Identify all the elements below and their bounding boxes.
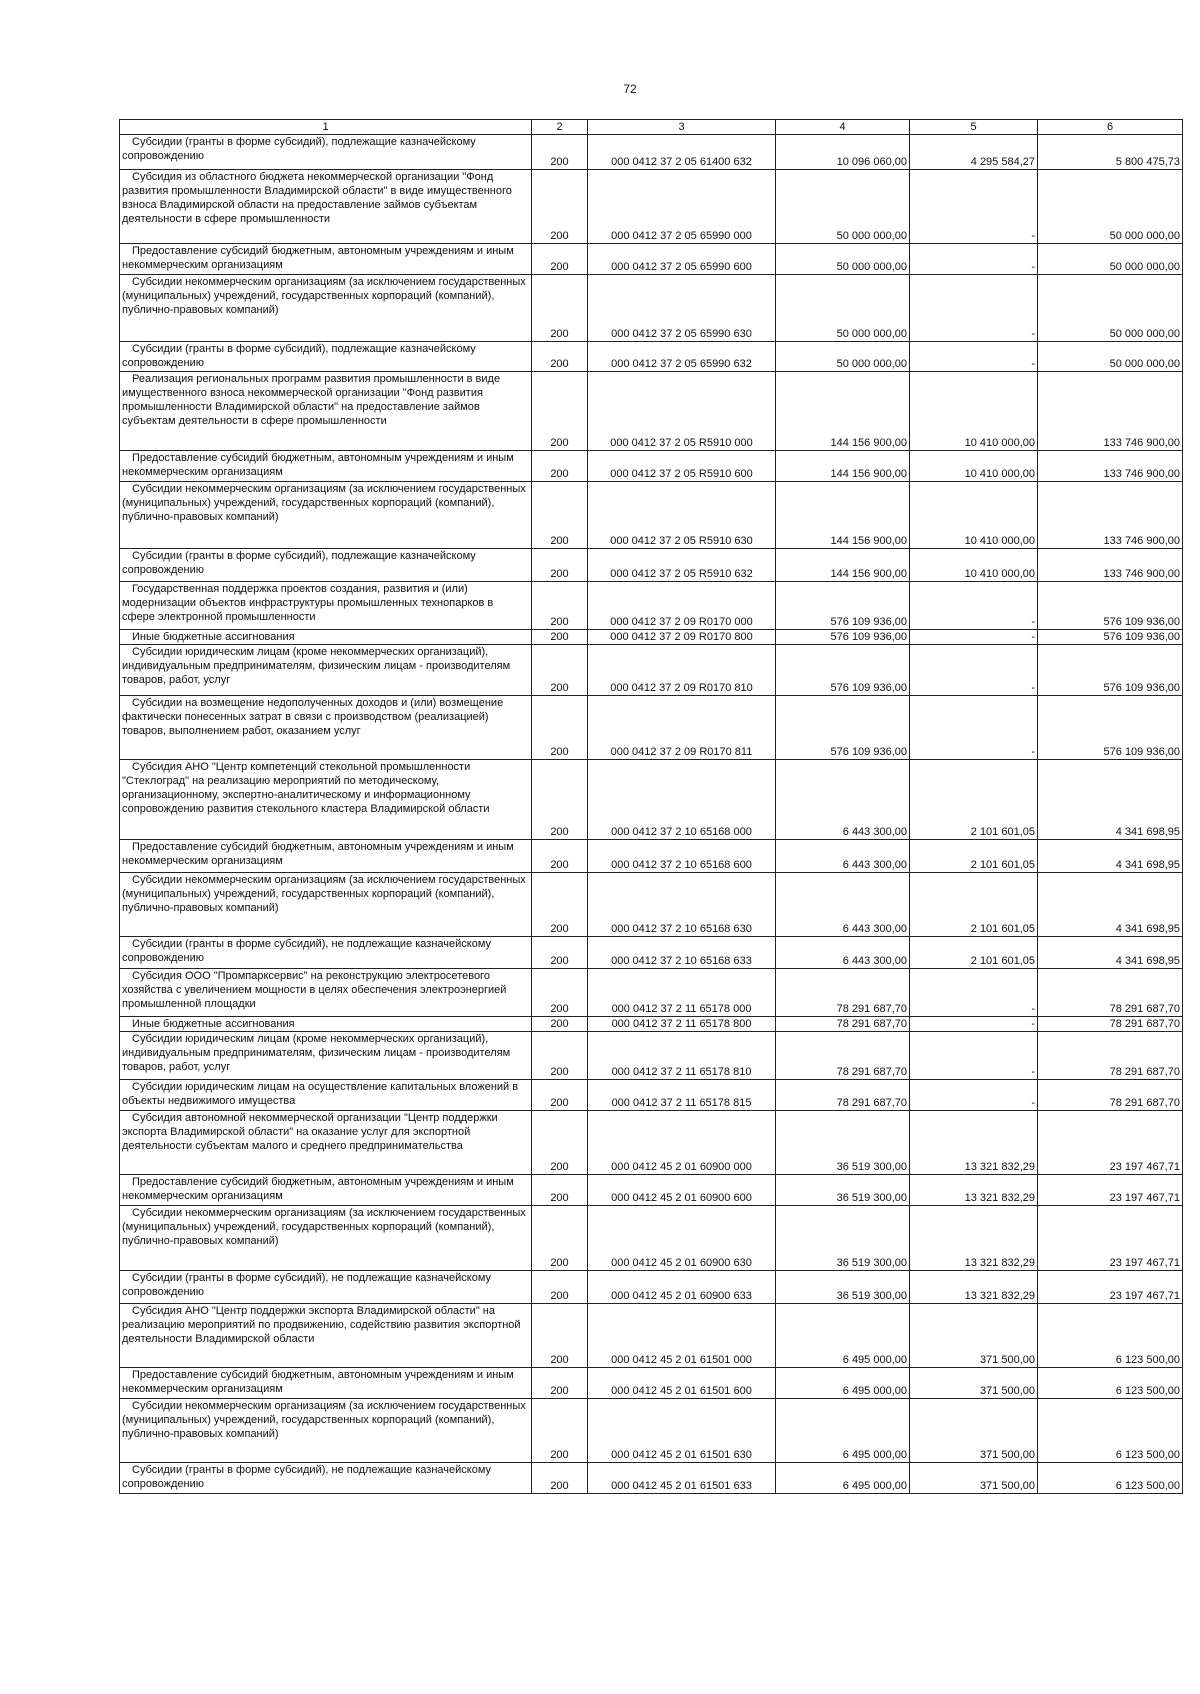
table-row bbox=[120, 451, 1183, 482]
header-col-3: 3 bbox=[588, 120, 776, 135]
row-executed: - bbox=[910, 275, 1038, 342]
table-row bbox=[120, 760, 1183, 840]
row-name bbox=[120, 760, 532, 840]
row-name-text: Субсидии некоммерческим организациям (за исключением государственных (муниципальных) учреждений, государственных корпораций (компаний), публично-правовых компаний) bbox=[122, 1400, 526, 1440]
row-executed: 2 101 601,05 bbox=[910, 840, 1038, 873]
table-row bbox=[120, 549, 1183, 582]
row-name-text: Субсидии (гранты в форме субсидий), подлежащие казначейскому сопровождению bbox=[122, 136, 476, 162]
row-kbk: 000 0412 37 2 09 R0170 800 bbox=[588, 630, 776, 645]
row-plan: 50 000 000,00 bbox=[776, 342, 910, 372]
row-name bbox=[120, 275, 532, 342]
row-name-text: Субсидии некоммерческим организациям (за исключением государственных (муниципальных) учреждений, государственных корпораций (компаний), публично-правовых компаний) bbox=[122, 1207, 526, 1247]
row-code: 200 bbox=[532, 1080, 588, 1111]
row-code: 200 bbox=[532, 451, 588, 482]
row-name bbox=[120, 135, 532, 170]
row-remaining: 78 291 687,70 bbox=[1038, 969, 1183, 1017]
table-row bbox=[120, 873, 1183, 937]
row-plan: 50 000 000,00 bbox=[776, 275, 910, 342]
row-code: 200 bbox=[532, 1032, 588, 1080]
row-name-text: Субсидия из областного бюджета некоммерческой организации "Фонд развития промышленности Владимирской области" в виде имущественного взноса Владимирской области на предоставление займов субъектам деятельности в сфере промышленности bbox=[122, 171, 512, 225]
table-body bbox=[120, 135, 1183, 1494]
row-executed: 10 410 000,00 bbox=[910, 451, 1038, 482]
row-kbk: 000 0412 37 2 05 R5910 000 bbox=[588, 372, 776, 451]
row-kbk: 000 0412 37 2 11 65178 800 bbox=[588, 1017, 776, 1032]
row-plan: 36 519 300,00 bbox=[776, 1271, 910, 1304]
row-remaining: 23 197 467,71 bbox=[1038, 1206, 1183, 1271]
row-remaining: 4 341 698,95 bbox=[1038, 760, 1183, 840]
header-col-2: 2 bbox=[532, 120, 588, 135]
table-row bbox=[120, 244, 1183, 275]
row-name-text: Субсидии юридическим лицам (кроме некоммерческих организаций), индивидуальным предпринимателям, физическим лицам - производителям товаров, работ, услуг bbox=[122, 646, 511, 686]
row-remaining: 133 746 900,00 bbox=[1038, 372, 1183, 451]
row-name-text: Субсидия АНО "Центр поддержки экспорта Владимирской области" на реализацию мероприятий по продвижению, содействию развития экспортной деятельности Владимирской области bbox=[122, 1305, 521, 1345]
row-name-text: Предоставление субсидий бюджетным, автономным учреждениям и иным некоммерческим организациям bbox=[122, 452, 514, 478]
row-kbk: 000 0412 45 2 01 61501 000 bbox=[588, 1304, 776, 1368]
row-kbk: 000 0412 37 2 05 R5910 600 bbox=[588, 451, 776, 482]
row-code: 200 bbox=[532, 937, 588, 969]
row-executed: 371 500,00 bbox=[910, 1399, 1038, 1463]
row-plan: 576 109 936,00 bbox=[776, 630, 910, 645]
row-name bbox=[120, 1463, 532, 1494]
table-row bbox=[120, 582, 1183, 630]
row-remaining: 78 291 687,70 bbox=[1038, 1017, 1183, 1032]
row-remaining: 133 746 900,00 bbox=[1038, 482, 1183, 549]
table-row bbox=[120, 342, 1183, 372]
row-executed: 10 410 000,00 bbox=[910, 372, 1038, 451]
row-kbk: 000 0412 37 2 10 65168 600 bbox=[588, 840, 776, 873]
row-name bbox=[120, 1175, 532, 1206]
row-kbk: 000 0412 37 2 05 R5910 632 bbox=[588, 549, 776, 582]
row-name-text: Субсидия автономной некоммерческой организации "Центр поддержки экспорта Владимирской области" на оказание услуг для экспортной деятельности субъектам малого и среднего предпринимательства bbox=[122, 1112, 498, 1152]
row-kbk: 000 0412 45 2 01 61501 630 bbox=[588, 1399, 776, 1463]
row-plan: 6 443 300,00 bbox=[776, 873, 910, 937]
row-executed: - bbox=[910, 1017, 1038, 1032]
row-kbk: 000 0412 37 2 09 R0170 811 bbox=[588, 696, 776, 760]
row-code: 200 bbox=[532, 170, 588, 244]
row-name-text: Предоставление субсидий бюджетным, автономным учреждениям и иным некоммерческим организациям bbox=[122, 245, 514, 271]
row-name bbox=[120, 937, 532, 969]
row-executed: - bbox=[910, 582, 1038, 630]
row-remaining: 4 341 698,95 bbox=[1038, 937, 1183, 969]
row-code: 200 bbox=[532, 969, 588, 1017]
table-row bbox=[120, 1304, 1183, 1368]
table-row bbox=[120, 372, 1183, 451]
row-name-text: Предоставление субсидий бюджетным, автономным учреждениям и иным некоммерческим организациям bbox=[122, 841, 514, 867]
page-number: 72 bbox=[623, 82, 637, 96]
row-plan: 144 156 900,00 bbox=[776, 372, 910, 451]
row-name-text: Государственная поддержка проектов создания, развития и (или) модернизации объектов инфраструктуры промышленных технопарков в сфере электронной промышленности bbox=[122, 583, 494, 623]
row-plan: 6 495 000,00 bbox=[776, 1399, 910, 1463]
header-col-4: 4 bbox=[776, 120, 910, 135]
row-executed: - bbox=[910, 696, 1038, 760]
row-executed: - bbox=[910, 170, 1038, 244]
row-plan: 6 443 300,00 bbox=[776, 760, 910, 840]
row-code: 200 bbox=[532, 873, 588, 937]
row-name bbox=[120, 451, 532, 482]
row-plan: 576 109 936,00 bbox=[776, 645, 910, 696]
row-name-text: Субсидии юридическим лицам на осуществление капитальных вложений в объекты недвижимого имущества bbox=[122, 1081, 519, 1107]
row-name bbox=[120, 1032, 532, 1080]
row-plan: 6 443 300,00 bbox=[776, 937, 910, 969]
table-row bbox=[120, 1463, 1183, 1494]
row-plan: 576 109 936,00 bbox=[776, 696, 910, 760]
row-executed: 2 101 601,05 bbox=[910, 873, 1038, 937]
row-plan: 6 495 000,00 bbox=[776, 1304, 910, 1368]
row-remaining: 5 800 475,73 bbox=[1038, 135, 1183, 170]
row-plan: 78 291 687,70 bbox=[776, 1017, 910, 1032]
row-kbk: 000 0412 37 2 05 65990 600 bbox=[588, 244, 776, 275]
row-kbk: 000 0412 37 2 11 65178 000 bbox=[588, 969, 776, 1017]
row-plan: 36 519 300,00 bbox=[776, 1206, 910, 1271]
row-remaining: 576 109 936,00 bbox=[1038, 582, 1183, 630]
row-name bbox=[120, 1017, 532, 1032]
row-name bbox=[120, 840, 532, 873]
table-row bbox=[120, 1271, 1183, 1304]
row-plan: 50 000 000,00 bbox=[776, 244, 910, 275]
row-plan: 10 096 060,00 bbox=[776, 135, 910, 170]
row-executed: 10 410 000,00 bbox=[910, 482, 1038, 549]
row-plan: 50 000 000,00 bbox=[776, 170, 910, 244]
row-executed: - bbox=[910, 969, 1038, 1017]
row-plan: 6 495 000,00 bbox=[776, 1368, 910, 1399]
row-code: 200 bbox=[532, 1206, 588, 1271]
table-row bbox=[120, 969, 1183, 1017]
table-row bbox=[120, 1368, 1183, 1399]
header-col-6: 6 bbox=[1038, 120, 1183, 135]
row-plan: 36 519 300,00 bbox=[776, 1111, 910, 1175]
row-name-text: Реализация региональных программ развития промышленности в виде имущественного взноса некоммерческой организации "Фонд развития промышленности Владимирской области" на предоставление займов субъектам деятельности в сфере промышленности bbox=[122, 373, 501, 427]
row-code: 200 bbox=[532, 1271, 588, 1304]
row-name-text: Субсидия ООО "Промпарксервис" на реконструкцию электросетевого хозяйства с увеличением мощности в целях обеспечения электроэнергией промышленной площадки bbox=[122, 970, 507, 1010]
row-kbk: 000 0412 37 2 05 65990 632 bbox=[588, 342, 776, 372]
header-row bbox=[120, 120, 1183, 135]
row-kbk: 000 0412 37 2 09 R0170 810 bbox=[588, 645, 776, 696]
row-remaining: 23 197 467,71 bbox=[1038, 1175, 1183, 1206]
row-executed: 371 500,00 bbox=[910, 1368, 1038, 1399]
row-remaining: 4 341 698,95 bbox=[1038, 840, 1183, 873]
row-executed: 10 410 000,00 bbox=[910, 549, 1038, 582]
row-kbk: 000 0412 45 2 01 60900 600 bbox=[588, 1175, 776, 1206]
row-code: 200 bbox=[532, 1111, 588, 1175]
row-remaining: 6 123 500,00 bbox=[1038, 1304, 1183, 1368]
table-row bbox=[120, 696, 1183, 760]
row-kbk: 000 0412 37 2 10 65168 630 bbox=[588, 873, 776, 937]
row-code: 200 bbox=[532, 482, 588, 549]
row-plan: 144 156 900,00 bbox=[776, 451, 910, 482]
row-name-text: Субсидии (гранты в форме субсидий), подлежащие казначейскому сопровождению bbox=[122, 343, 476, 369]
table-row bbox=[120, 135, 1183, 170]
row-plan: 144 156 900,00 bbox=[776, 482, 910, 549]
row-code: 200 bbox=[532, 645, 588, 696]
row-plan: 6 443 300,00 bbox=[776, 840, 910, 873]
row-name bbox=[120, 170, 532, 244]
row-name bbox=[120, 582, 532, 630]
row-name-text: Иные бюджетные ассигнования bbox=[132, 631, 295, 643]
row-kbk: 000 0412 37 2 05 R5910 630 bbox=[588, 482, 776, 549]
row-code: 200 bbox=[532, 1399, 588, 1463]
row-remaining: 576 109 936,00 bbox=[1038, 630, 1183, 645]
table-row bbox=[120, 1032, 1183, 1080]
row-code: 200 bbox=[532, 244, 588, 275]
row-plan: 6 495 000,00 bbox=[776, 1463, 910, 1494]
row-name-text: Субсидии (гранты в форме субсидий), не подлежащие казначейскому сопровождению bbox=[122, 1272, 492, 1298]
row-executed: - bbox=[910, 244, 1038, 275]
row-name-text: Субсидии некоммерческим организациям (за исключением государственных (муниципальных) учреждений, государственных корпораций (компаний), публично-правовых компаний) bbox=[122, 276, 526, 316]
table-row bbox=[120, 1017, 1183, 1032]
row-code: 200 bbox=[532, 342, 588, 372]
row-remaining: 50 000 000,00 bbox=[1038, 342, 1183, 372]
row-name-text: Иные бюджетные ассигнования bbox=[132, 1018, 295, 1030]
row-executed: 13 321 832,29 bbox=[910, 1206, 1038, 1271]
row-remaining: 78 291 687,70 bbox=[1038, 1032, 1183, 1080]
table-row bbox=[120, 645, 1183, 696]
row-kbk: 000 0412 37 2 10 65168 633 bbox=[588, 937, 776, 969]
table-row bbox=[120, 482, 1183, 549]
table-row bbox=[120, 170, 1183, 244]
table-row bbox=[120, 1175, 1183, 1206]
row-remaining: 50 000 000,00 bbox=[1038, 275, 1183, 342]
row-executed: - bbox=[910, 1080, 1038, 1111]
row-name bbox=[120, 1304, 532, 1368]
row-code: 200 bbox=[532, 549, 588, 582]
row-name bbox=[120, 645, 532, 696]
row-name bbox=[120, 1206, 532, 1271]
row-code: 200 bbox=[532, 696, 588, 760]
row-code: 200 bbox=[532, 840, 588, 873]
row-kbk: 000 0412 37 2 05 65990 000 bbox=[588, 170, 776, 244]
row-remaining: 576 109 936,00 bbox=[1038, 696, 1183, 760]
row-code: 200 bbox=[532, 275, 588, 342]
row-name bbox=[120, 549, 532, 582]
row-code: 200 bbox=[532, 1304, 588, 1368]
row-plan: 78 291 687,70 bbox=[776, 969, 910, 1017]
row-kbk: 000 0412 45 2 01 60900 000 bbox=[588, 1111, 776, 1175]
row-name-text: Субсидии на возмещение недополученных доходов и (или) возмещение фактически понесенных затрат в связи с производством (реализацией) товаров, выполнением работ, оказанием услуг bbox=[122, 697, 504, 737]
row-name bbox=[120, 1111, 532, 1175]
row-executed: 13 321 832,29 bbox=[910, 1111, 1038, 1175]
row-kbk: 000 0412 37 2 11 65178 815 bbox=[588, 1080, 776, 1111]
row-plan: 576 109 936,00 bbox=[776, 582, 910, 630]
row-name bbox=[120, 372, 532, 451]
row-name bbox=[120, 1271, 532, 1304]
table-row bbox=[120, 275, 1183, 342]
row-name bbox=[120, 1368, 532, 1399]
row-remaining: 78 291 687,70 bbox=[1038, 1080, 1183, 1111]
row-executed: 371 500,00 bbox=[910, 1463, 1038, 1494]
row-code: 200 bbox=[532, 582, 588, 630]
row-kbk: 000 0412 37 2 09 R0170 000 bbox=[588, 582, 776, 630]
row-executed: 13 321 832,29 bbox=[910, 1271, 1038, 1304]
row-kbk: 000 0412 37 2 05 61400 632 bbox=[588, 135, 776, 170]
row-executed: 2 101 601,05 bbox=[910, 937, 1038, 969]
row-remaining: 50 000 000,00 bbox=[1038, 170, 1183, 244]
row-name-text: Субсидии (гранты в форме субсидий), подлежащие казначейскому сопровождению bbox=[122, 550, 476, 576]
row-name bbox=[120, 630, 532, 645]
row-remaining: 6 123 500,00 bbox=[1038, 1463, 1183, 1494]
row-name-text: Предоставление субсидий бюджетным, автономным учреждениям и иным некоммерческим организациям bbox=[122, 1369, 514, 1395]
row-kbk: 000 0412 45 2 01 60900 633 bbox=[588, 1271, 776, 1304]
row-kbk: 000 0412 45 2 01 61501 600 bbox=[588, 1368, 776, 1399]
row-executed: - bbox=[910, 630, 1038, 645]
row-remaining: 6 123 500,00 bbox=[1038, 1399, 1183, 1463]
row-name-text: Субсидии (гранты в форме субсидий), не подлежащие казначейскому сопровождению bbox=[122, 938, 492, 964]
row-kbk: 000 0412 37 2 05 65990 630 bbox=[588, 275, 776, 342]
row-remaining: 133 746 900,00 bbox=[1038, 549, 1183, 582]
row-name bbox=[120, 342, 532, 372]
table-row bbox=[120, 840, 1183, 873]
header-col-5: 5 bbox=[910, 120, 1038, 135]
row-name bbox=[120, 244, 532, 275]
row-plan: 78 291 687,70 bbox=[776, 1080, 910, 1111]
row-name-text: Субсидии некоммерческим организациям (за исключением государственных (муниципальных) учреждений, государственных корпораций (компаний), публично-правовых компаний) bbox=[122, 483, 526, 523]
row-kbk: 000 0412 37 2 11 65178 810 bbox=[588, 1032, 776, 1080]
row-remaining: 133 746 900,00 bbox=[1038, 451, 1183, 482]
row-code: 200 bbox=[532, 135, 588, 170]
row-executed: 4 295 584,27 bbox=[910, 135, 1038, 170]
table-row bbox=[120, 630, 1183, 645]
row-remaining: 4 341 698,95 bbox=[1038, 873, 1183, 937]
row-executed: - bbox=[910, 645, 1038, 696]
row-executed: 2 101 601,05 bbox=[910, 760, 1038, 840]
row-code: 200 bbox=[532, 1463, 588, 1494]
row-name bbox=[120, 1080, 532, 1111]
header-col-1: 1 bbox=[120, 120, 532, 135]
row-code: 200 bbox=[532, 1175, 588, 1206]
budget-table bbox=[119, 119, 1183, 1494]
row-name-text: Субсидия АНО "Центр компетенций стекольной промышленности "Стеклоград" на реализацию мероприятий по методическому, организационному, экспертно-аналитическому и информационному сопровождению развития стекольного кластера Владимирской области bbox=[122, 761, 490, 815]
row-remaining: 50 000 000,00 bbox=[1038, 244, 1183, 275]
row-name-text: Субсидии некоммерческим организациям (за исключением государственных (муниципальных) учреждений, государственных корпораций (компаний), публично-правовых компаний) bbox=[122, 874, 526, 914]
row-name bbox=[120, 873, 532, 937]
row-remaining: 6 123 500,00 bbox=[1038, 1368, 1183, 1399]
row-kbk: 000 0412 45 2 01 60900 630 bbox=[588, 1206, 776, 1271]
table-row bbox=[120, 1399, 1183, 1463]
row-remaining: 23 197 467,71 bbox=[1038, 1111, 1183, 1175]
row-kbk: 000 0412 45 2 01 61501 633 bbox=[588, 1463, 776, 1494]
row-name bbox=[120, 482, 532, 549]
row-code: 200 bbox=[532, 760, 588, 840]
row-executed: - bbox=[910, 1032, 1038, 1080]
table-row bbox=[120, 1206, 1183, 1271]
row-name bbox=[120, 969, 532, 1017]
row-code: 200 bbox=[532, 630, 588, 645]
table-row bbox=[120, 937, 1183, 969]
row-remaining: 23 197 467,71 bbox=[1038, 1271, 1183, 1304]
table-row bbox=[120, 1111, 1183, 1175]
row-code: 200 bbox=[532, 372, 588, 451]
row-executed: - bbox=[910, 342, 1038, 372]
table-row bbox=[120, 1080, 1183, 1111]
row-plan: 144 156 900,00 bbox=[776, 549, 910, 582]
row-executed: 371 500,00 bbox=[910, 1304, 1038, 1368]
row-kbk: 000 0412 37 2 10 65168 000 bbox=[588, 760, 776, 840]
row-plan: 78 291 687,70 bbox=[776, 1032, 910, 1080]
row-plan: 36 519 300,00 bbox=[776, 1175, 910, 1206]
row-name bbox=[120, 1399, 532, 1463]
row-executed: 13 321 832,29 bbox=[910, 1175, 1038, 1206]
row-remaining: 576 109 936,00 bbox=[1038, 645, 1183, 696]
row-code: 200 bbox=[532, 1368, 588, 1399]
row-name bbox=[120, 696, 532, 760]
row-code: 200 bbox=[532, 1017, 588, 1032]
row-name-text: Предоставление субсидий бюджетным, автономным учреждениям и иным некоммерческим организациям bbox=[122, 1176, 514, 1202]
row-name-text: Субсидии (гранты в форме субсидий), не подлежащие казначейскому сопровождению bbox=[122, 1464, 492, 1490]
row-name-text: Субсидии юридическим лицам (кроме некоммерческих организаций), индивидуальным предпринимателям, физическим лицам - производителям товаров, работ, услуг bbox=[122, 1033, 511, 1073]
